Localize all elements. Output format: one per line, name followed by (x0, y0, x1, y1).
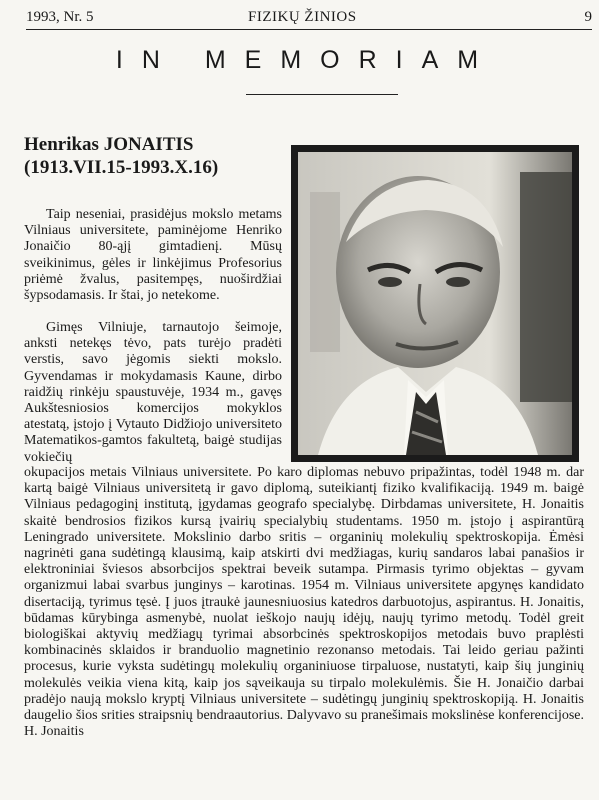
portrait-photo (298, 152, 572, 455)
issue-number: 1993, Nr. 5 (26, 9, 94, 25)
journal-title: FIZIKŲ ŽINIOS (248, 9, 357, 25)
section-title: IN MEMORIAM (115, 46, 498, 74)
article-paragraph-1: Taip neseniai, prasidėjus mokslo metams Vilniaus universitete, paminėjome Henriko Jonaičio 80-ąjį gimtadienį. Mūsų sveikinimus, gėles ir linkėjimus Profesorius priėmė žvalus, pasitempęs, nuoširdžiai šypsodamasis. Ir štai, jo netekome. (24, 207, 282, 304)
portrait-photo-frame (291, 145, 579, 462)
header-rule (26, 29, 592, 30)
article-paragraph-2: Gimęs Vilniuje, tarnautojo šeimoje, anksti netekęs tėvo, pats turėjo pradėti verstis, savo jėgomis siekti mokslo. Gyvendamas ir mokydamasis Kaune, dirbo raidžių rinkėju spaustuvėje, 1934 m., gavęs Aukštesniosios komercijos mokyklos atestatą, įstojo į Vytauto Didžiojo universiteto Matematikos-gamtos fakultetą, baigė studijas vokiečių (24, 320, 282, 465)
portrait-image (298, 152, 572, 455)
article-paragraph-3: okupacijos metais Vilniaus universitete. Po karo diplomas nebuvo pripažintas, todėl 1948 m. dar kartą baigė Vilniaus universitetą ir gavo diplomą, suteikiantį fiziko kvalifikaciją. 1949 m. baigė Vilniaus pedagoginį institutą, įgydamas geografo specialybę. Dirbdamas universitete, H. Jonaitis skaitė bendrosios fizikos kursą įvairių specialybių studentams. 1950 m. įstojo į aspirantūrą Leningrado universitete. Mokslinio darbo sritis – organinių molekulių spektroskopija. Ėmėsi nagrinėti gana sudėtingą klausimą, kaip atskirti dvi medžiagas, kurių sandaros labai panašios ir elektroniniai šviesos absorbcijos spektrai beveik sutampa. Pirmasis tyrimo objektas – gyvam organizmui labai svarbus junginys – karotinas. 1954 m. Vilniaus universitete apgynęs kandidato disertaciją, tyrimus tęsė. Į juos įtraukė jaunesniuosius katedros darbuotojus, aspirantus. H. Jonaitis, būdamas kūrybinga asmenybė, nuolat ieškojo naujų idėjų, naujų tyrimo metodų. Todėl greit biologiškai aktyvių medžiagų tyrimai absorbcinės spektroskopijos metodais buvo praplėsti kombinacinės sklaidos ir branduolio magnetinio rezonanso metodais. Tai leido geriau pažinti procesus, kurie vyksta sudėtingų molekulių organiniuose tirpaluose, nustatyti, kaip šių junginių molekulės veikia viena kitą, kaip jos sąveikauja su tirpalo molekulėmis. Šie H. Jonaičio darbai pradėjo naują mokslo kryptį Vilniaus universitete – sudėtingų junginių spektroskopiją. H. Jonaitis daugelio šios srities straipsnių bendraautorius. Dalyvavo su pranešimais mokslinėse konferencijose. H. Jonaitis (24, 465, 584, 740)
title-rule (246, 94, 398, 95)
person-dates: (1913.VII.15-1993.X.16) (24, 157, 219, 178)
running-header (26, 6, 592, 28)
page-number: 9 (584, 9, 592, 25)
person-name: Henrikas JONAITIS (24, 134, 194, 155)
